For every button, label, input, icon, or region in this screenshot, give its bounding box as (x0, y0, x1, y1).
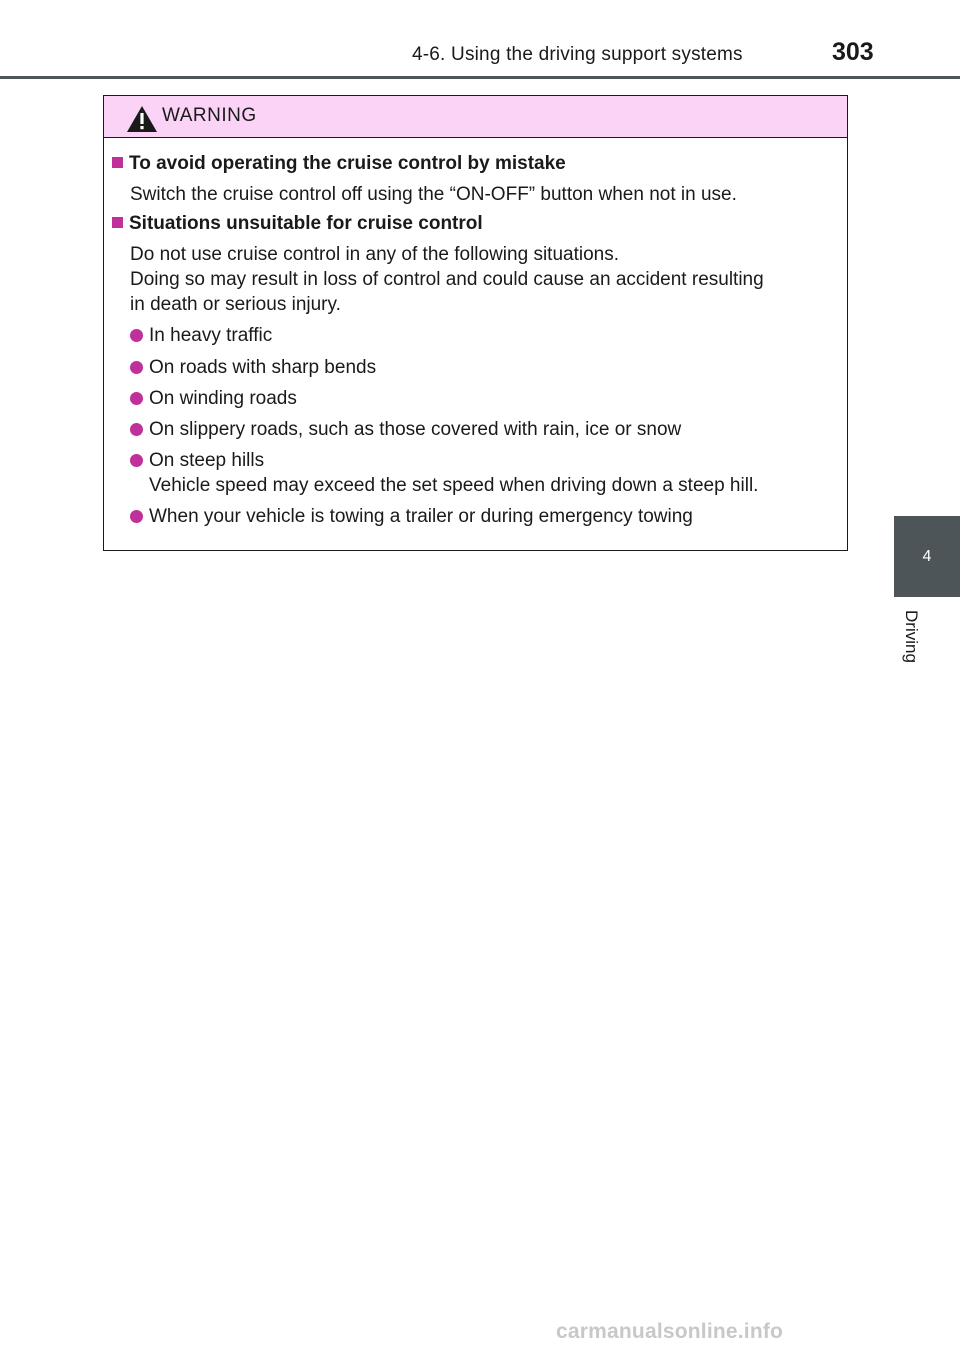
paragraph-line: Doing so may result in loss of control and could cause an accident resulting (130, 269, 764, 290)
list-item: In heavy traffic (130, 323, 272, 348)
list-item: On steep hills Vehicle speed may exceed the set speed when driving down a steep hill. (130, 448, 758, 498)
chapter-label-container (897, 606, 927, 676)
round-bullet-icon (130, 423, 143, 436)
chapter-tab (894, 516, 960, 597)
header-rule (0, 76, 960, 79)
square-bullet-icon (112, 217, 123, 228)
list-item: On slippery roads, such as those covered with rain, ice or snow (130, 417, 681, 442)
list-item-subtext: Vehicle speed may exceed the set speed when driving down a steep hill. (149, 475, 759, 496)
round-bullet-icon (130, 392, 143, 405)
list-item: On winding roads (130, 386, 297, 411)
list-item: When your vehicle is towing a trailer or during emergency towing (130, 504, 693, 529)
watermark: carmanualsonline.info (556, 1320, 784, 1343)
section-heading: Situations unsuitable for cruise control (112, 213, 483, 235)
round-bullet-icon (130, 329, 143, 342)
paragraph-line: in death or serious injury. (130, 294, 341, 315)
round-bullet-icon (130, 510, 143, 523)
warning-header (104, 96, 847, 138)
round-bullet-icon (130, 454, 143, 467)
section-title: 4-6. Using the driving support systems (412, 44, 743, 65)
warning-box (103, 95, 848, 551)
paragraph-line: Switch the cruise control off using the “ON-OFF” button when not in use. (130, 184, 737, 205)
warning-title: WARNING (162, 105, 257, 126)
page-number: 303 (832, 38, 874, 66)
paragraph-line: Do not use cruise control in any of the following situations. (130, 244, 619, 265)
chapter-number: 4 (922, 547, 932, 565)
round-bullet-icon (130, 361, 143, 374)
square-bullet-icon (112, 157, 123, 168)
list-item: On roads with sharp bends (130, 355, 376, 380)
warning-triangle-icon (126, 105, 158, 133)
section-heading: To avoid operating the cruise control by mistake (112, 153, 566, 175)
chapter-label: Driving (902, 610, 921, 663)
